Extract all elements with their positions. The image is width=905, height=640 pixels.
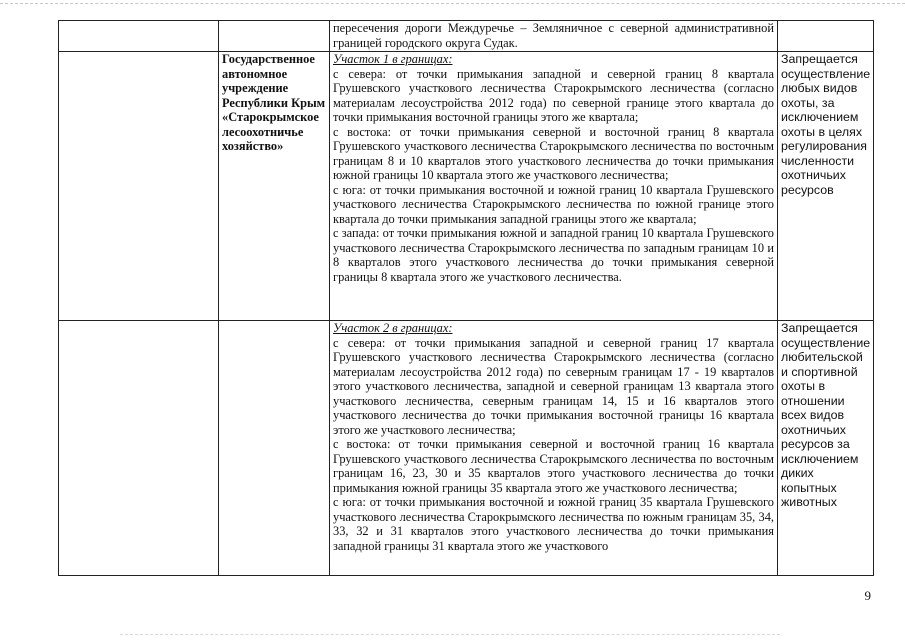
page-number: 9 xyxy=(864,588,871,603)
restriction-text: Запрещается осуществление любых видов охоты, за исключением охоты в целях регулирования численности охотничьих ресурсов xyxy=(781,52,871,197)
blank-cell xyxy=(59,321,219,576)
scan-edge-bottom xyxy=(120,634,780,635)
organization-name: Государственное автономное учреждение Республики Крым «Старокрымское лесоохотничье хозяйство» xyxy=(222,52,326,153)
boundary-description-cell xyxy=(330,21,778,52)
blank-cell xyxy=(59,52,219,321)
boundary-south: с юга: от точки примыкания восточной и южной границ 35 квартала Грушевского участкового лесничества Старокрымского лесничества по южным границам 35, 34, 33, 32 и 31 кварталов этого участкового лесничества до точки примыкания западной границы 31 квартала этого же участкового xyxy=(333,495,774,553)
table-row xyxy=(59,321,874,576)
section-heading: Участок 1 в границах: xyxy=(333,52,453,66)
boundary-description-cell xyxy=(330,321,778,576)
boundary-east: с востока: от точки примыкания северной и восточной границ 8 квартала Грушевского участкового лесничества Старокрымского лесничества по восточным границам 8 и 10 кварталов этого участкового лесничества до точки примыкания южной границы 10 квартала этого же участкового лесничества; xyxy=(333,124,774,182)
boundary-west: с запада: от точки примыкания южной и западной границ 10 квартала Грушевского участкового лесничества Старокрымского лесничества по западным границам 10 и 8 кварталов этого участкового лесничества до точки примыкания северной границы 8 квартала этого же участкового лесничества. xyxy=(333,226,774,284)
boundary-south: с юга: от точки примыкания восточной и южной границ 10 квартала Грушевского участкового лесничества Старокрымского лесничества по южной границе этого квартала до точки примыкания западной границы этого же квартала; xyxy=(333,182,774,226)
organization-cell xyxy=(219,52,330,321)
table-row xyxy=(59,21,874,52)
blank-cell xyxy=(219,21,330,52)
boundary-description-cell xyxy=(330,52,778,321)
hunting-grounds-table xyxy=(58,20,874,576)
restriction-cell xyxy=(778,321,874,576)
table-row xyxy=(59,52,874,321)
restriction-cell xyxy=(778,52,874,321)
blank-cell xyxy=(59,21,219,52)
restriction-text: Запрещается осуществление любительской и спортивной охоты в отношении всех видов охотничьих ресурсов за исключением диких копытных животных xyxy=(781,321,871,509)
blank-cell xyxy=(219,321,330,576)
boundary-text: пересечения дороги Междуречье – Земляничное с северной административной границей городского округа Судак. xyxy=(333,21,774,50)
scan-edge-top xyxy=(0,3,905,4)
boundary-north: с севера: от точки примыкания западной и северной границ 8 квартала Грушевского участкового лесничества Старокрымского лесничества (согласно материалам лесоустройства 2012 года) по северной границе этого квартала до точки примыкания восточной границы этого же квартала; xyxy=(333,66,774,124)
boundary-north: с севера: от точки примыкания западной и северной границ 17 квартала Грушевского участкового лесничества Старокрымского лесничества (согласно материалам лесоустройства 2012 года) по северным границам 17 - 19 кварталов этого участкового лесничества, западной и северной границам 13 квартала этого участкового лесничества, северным границам 14, 15 и 16 кварталов этого участкового лесничества до точки примыкания восточной границы 16 квартала этого же участкового лесничества; xyxy=(333,335,774,437)
blank-cell xyxy=(778,21,874,52)
section-heading: Участок 2 в границах: xyxy=(333,321,453,335)
boundary-east: с востока: от точки примыкания северной и восточной границ 16 квартала Грушевского участкового лесничества Старокрымского лесничества по восточным границам 16, 23, 30 и 35 кварталов этого участкового лесничества до точки примыкания южной границы 35 квартала этого же участкового лесничества; xyxy=(333,437,774,495)
